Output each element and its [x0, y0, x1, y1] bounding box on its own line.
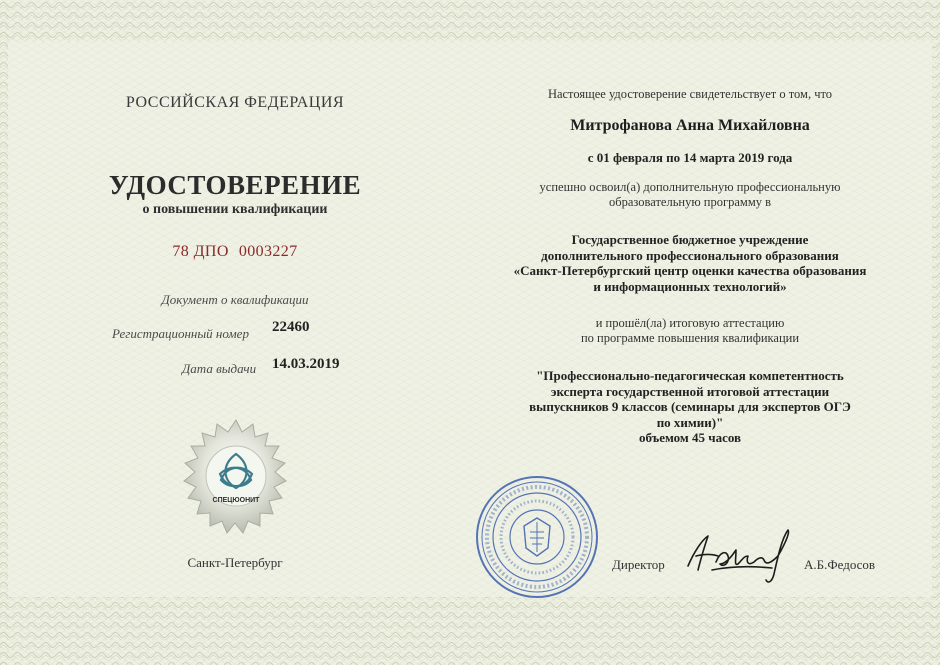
institution-name — [470, 232, 910, 294]
institution-line: Государственное бюджетное учреждение — [571, 232, 809, 247]
program-line: выпускников 9 классов (семинары для экспертов ОГЭ — [529, 399, 851, 414]
document-serial: 0003227 — [238, 243, 298, 260]
registration-number: 22460 — [272, 319, 310, 335]
director-signature — [682, 522, 800, 588]
document-series: 78 ДПО — [172, 243, 229, 260]
mastered-line: образовательную программу в — [608, 195, 772, 209]
signature-icon — [682, 522, 800, 588]
mastered-line: успешно освоил(а) дополнительную профессиональную — [539, 180, 841, 194]
institution-line: «Санкт-Петербургский центр оценки качества образования — [513, 263, 867, 278]
issue-date-label: Дата выдачи — [182, 361, 257, 376]
document-number — [90, 243, 380, 261]
study-period: с 01 февраля по 14 марта 2019 года — [587, 150, 793, 165]
registration-label: Регистрационный номер — [112, 326, 249, 341]
logo-text: СПЕЦЮОНИТ — [212, 497, 260, 504]
stamp-seal-icon — [474, 474, 600, 600]
program-name — [470, 368, 910, 446]
attestation-text — [470, 316, 910, 346]
program-line: по химии)" — [656, 414, 724, 430]
document-kind: Документ о квалификации — [161, 292, 309, 307]
document-subtitle: о повышении квалификации — [142, 202, 328, 217]
official-stamp — [474, 474, 600, 600]
certificate-intro: Настоящее удостоверение свидетельствует о том, что — [547, 87, 833, 101]
issue-date: 14.03.2019 — [272, 356, 340, 372]
program-hours: объемом 45 часов — [638, 430, 742, 445]
institution-line: и информационных технологий» — [593, 278, 787, 294]
program-line: "Профессионально-педагогическая компетентность — [536, 368, 844, 383]
mastered-text — [470, 180, 910, 210]
holder-name: Митрофанова Анна Михайловна — [570, 117, 810, 134]
director-label: Директор — [612, 557, 665, 572]
institution-line: дополнительного профессионального образования — [541, 247, 839, 263]
program-line: эксперта государственной итоговой аттестации — [550, 383, 830, 399]
issue-city: Санкт-Петербург — [187, 555, 283, 570]
hologram-seal-icon — [176, 418, 296, 538]
hologram-logo — [176, 418, 296, 538]
document-title: УДОСТОВЕРЕНИЕ — [108, 170, 362, 200]
attestation-line: и прошёл(ла) итоговую аттестацию — [595, 316, 785, 330]
country-name: РОССИЙСКАЯ ФЕДЕРАЦИЯ — [125, 94, 345, 111]
attestation-line: по программе повышения квалификации — [580, 331, 800, 345]
director-name: А.Б.Федосов — [804, 557, 876, 572]
